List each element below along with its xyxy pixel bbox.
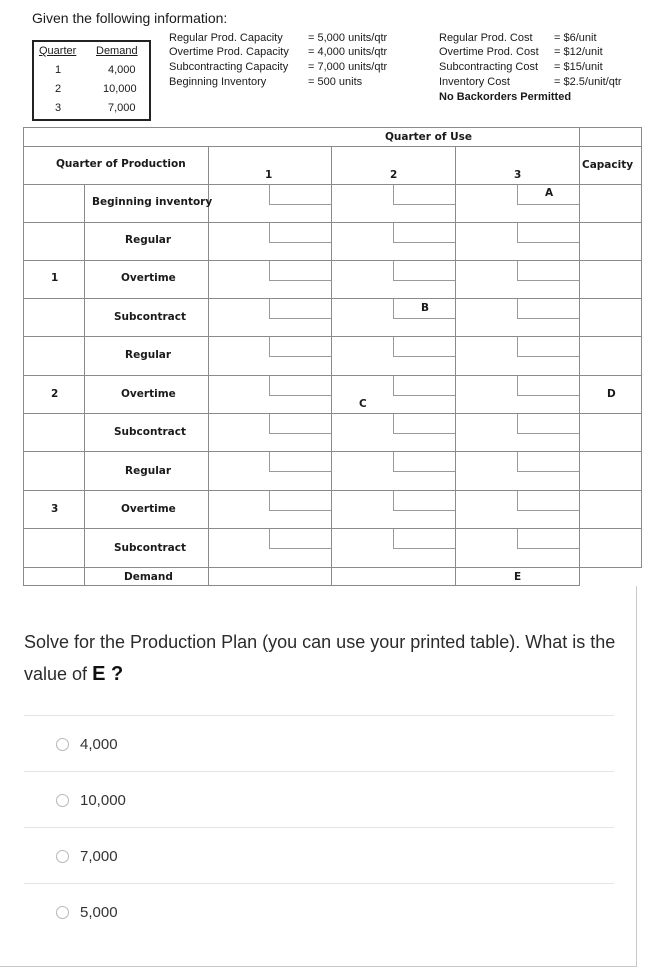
use-column-1: 1 (265, 169, 273, 181)
cost-label: Inventory Cost (439, 76, 510, 88)
source-overtime: Overtime (121, 503, 176, 515)
quarter-of-use-header: Quarter of Use (385, 131, 472, 143)
question-variable: E ? (92, 663, 124, 685)
unit-cost-box (269, 261, 331, 281)
unit-cost-box (393, 376, 455, 396)
unit-cost-box (393, 452, 455, 472)
marker-a: A (545, 187, 554, 199)
page-title: Given the following information: (32, 10, 228, 26)
unit-cost-box (393, 337, 455, 357)
capacity-value: = 5,000 units/qtr (308, 32, 388, 44)
source-subcontract: Subcontract (114, 542, 186, 554)
unit-cost-box (517, 261, 579, 281)
option-label: 4,000 (80, 735, 118, 753)
source-regular: Regular (125, 349, 172, 361)
answer-option-4[interactable] (56, 901, 118, 923)
quarter-header: Quarter (39, 45, 77, 57)
demand-value: 4,000 (108, 64, 136, 76)
marker-e: E (514, 571, 522, 583)
capacity-header: Capacity (582, 159, 634, 171)
divider (24, 827, 614, 828)
production-quarter-1: 1 (51, 272, 59, 284)
unit-cost-box (269, 529, 331, 549)
answer-option-1[interactable] (56, 733, 118, 755)
unit-cost-box (393, 414, 455, 434)
table-row-line (23, 146, 641, 147)
radio-button[interactable] (56, 850, 69, 863)
unit-cost-box (269, 185, 331, 205)
unit-cost-box (517, 414, 579, 434)
table-column-line (208, 146, 209, 586)
production-quarter-3: 3 (51, 503, 59, 515)
divider (24, 715, 614, 716)
source-subcontract: Subcontract (114, 311, 186, 323)
unit-cost-box (269, 376, 331, 396)
capacity-value: = 7,000 units/qtr (308, 61, 388, 73)
unit-cost-box (269, 414, 331, 434)
capacity-label: Subcontracting Capacity (169, 61, 289, 73)
capacity-label: Regular Prod. Capacity (169, 32, 283, 44)
option-label: 10,000 (80, 791, 126, 809)
quarter-of-production-header: Quarter of Production (56, 158, 186, 170)
unit-cost-box (517, 299, 579, 319)
unit-cost-box (517, 223, 579, 243)
unit-cost-box (269, 299, 331, 319)
production-quarter-2: 2 (51, 388, 59, 400)
use-column-3: 3 (514, 169, 522, 181)
radio-button[interactable] (56, 738, 69, 751)
unit-cost-box (269, 452, 331, 472)
answer-option-2[interactable] (56, 789, 126, 811)
table-row-line (23, 567, 579, 568)
cost-value: = $2.5/unit/qtr (554, 76, 622, 88)
unit-cost-box (393, 185, 455, 205)
unit-cost-box (269, 491, 331, 511)
source-overtime: Overtime (121, 272, 176, 284)
unit-cost-box (269, 337, 331, 357)
table-column-line (84, 184, 85, 586)
divider (24, 771, 614, 772)
unit-cost-box (393, 261, 455, 281)
source-regular: Regular (125, 234, 172, 246)
divider (24, 883, 614, 884)
marker-b: B (421, 302, 430, 314)
beginning-inventory-label: Beginning inventory (92, 196, 213, 208)
use-column-2: 2 (390, 169, 398, 181)
table-border-left (23, 127, 24, 586)
table-column-line (579, 127, 580, 586)
cost-label: Regular Prod. Cost (439, 32, 533, 44)
capacity-value: = 500 units (308, 76, 363, 88)
unit-cost-box (393, 223, 455, 243)
option-label: 5,000 (80, 903, 118, 921)
question-prompt: Solve for the Production Plan (you can use your printed table). What is the value of (24, 632, 616, 684)
marker-c: C (359, 398, 367, 410)
demand-quarter: 1 (55, 64, 62, 76)
table-column-line (331, 146, 332, 586)
answer-option-3[interactable] (56, 845, 118, 867)
table-border-top (23, 127, 641, 128)
capacity-label: Overtime Prod. Capacity (169, 46, 289, 58)
demand-quarter: 3 (55, 102, 62, 114)
cost-label: Subcontracting Cost (439, 61, 539, 73)
option-label: 7,000 (80, 847, 118, 865)
marker-d: D (607, 388, 616, 400)
demand-row-label: Demand (124, 571, 173, 583)
table-column-line (455, 146, 456, 586)
source-overtime: Overtime (121, 388, 176, 400)
demand-quarter: 2 (55, 83, 62, 95)
unit-cost-box (269, 223, 331, 243)
radio-button[interactable] (56, 906, 69, 919)
source-subcontract: Subcontract (114, 426, 186, 438)
capacity-label: Beginning Inventory (169, 76, 267, 88)
capacity-value: = 4,000 units/qtr (308, 46, 388, 58)
cost-value: = $6/unit (554, 32, 597, 44)
demand-value: 7,000 (108, 102, 136, 114)
cost-label: Overtime Prod. Cost (439, 46, 539, 58)
unit-cost-box (393, 529, 455, 549)
unit-cost-box (393, 491, 455, 511)
cost-value: = $15/unit (554, 61, 603, 73)
unit-cost-box (517, 376, 579, 396)
no-backorders-note: No Backorders Permitted (439, 91, 572, 103)
source-regular: Regular (125, 465, 172, 477)
unit-cost-box (517, 491, 579, 511)
question-text (24, 626, 619, 690)
demand-value: 10,000 (103, 83, 137, 95)
radio-button[interactable] (56, 794, 69, 807)
table-border-right (641, 127, 642, 568)
demand-header: Demand (96, 45, 138, 57)
unit-cost-box (517, 337, 579, 357)
unit-cost-box (517, 452, 579, 472)
unit-cost-box (517, 529, 579, 549)
cost-value: = $12/unit (554, 46, 603, 58)
